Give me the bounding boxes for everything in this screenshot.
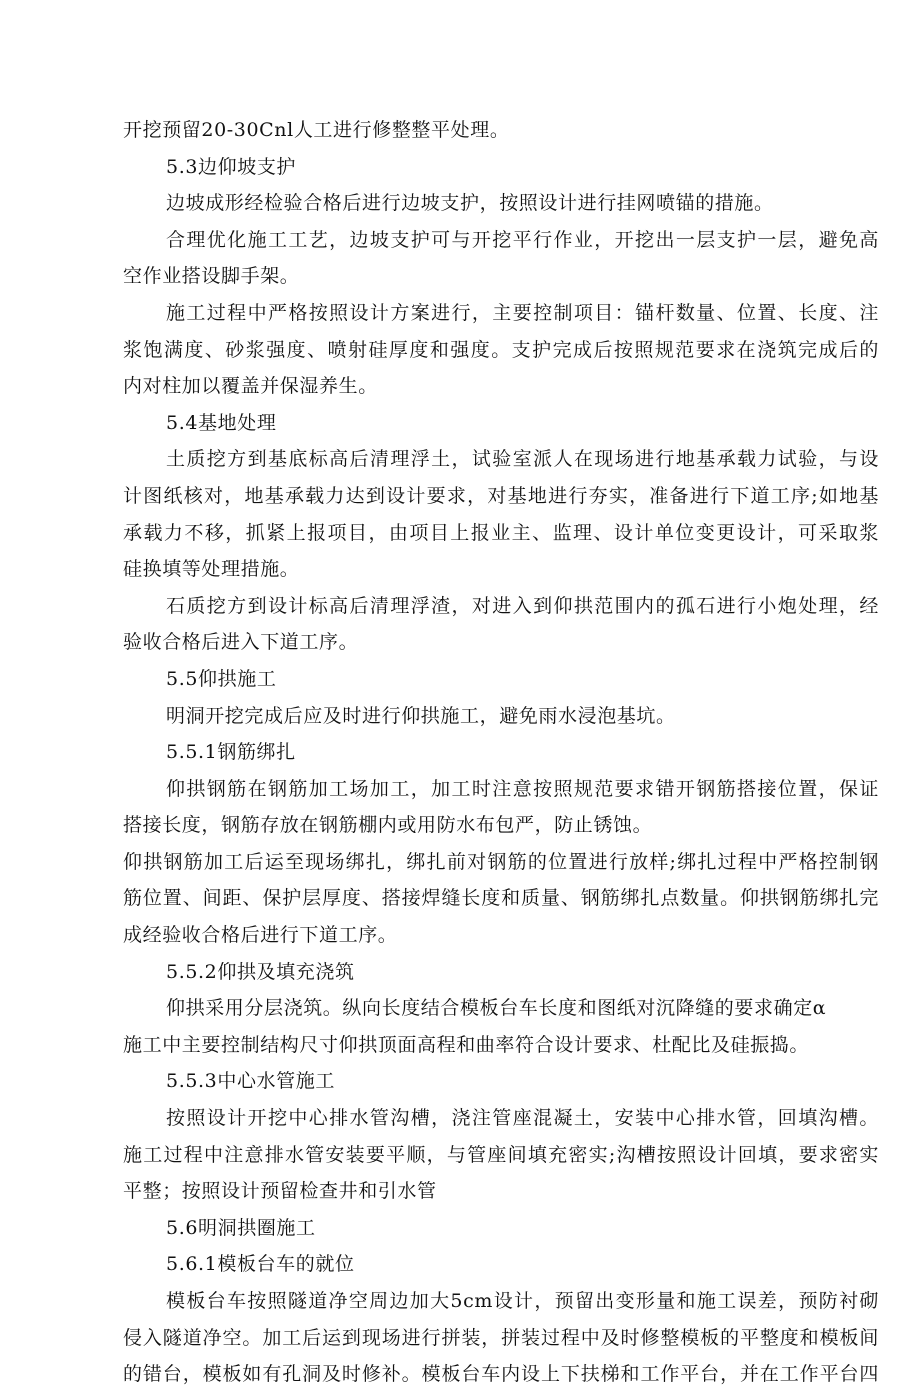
text-line: 土质挖方到基底标高后清理浮土，试验室派人在现场进行地基承载力试验，与设 bbox=[166, 448, 879, 471]
section-heading: 5.5仰拱施工 bbox=[166, 667, 277, 690]
text-line: 仰拱采用分层浇筑。纵向长度结合模板台车长度和图纸对沉降缝的要求确定α bbox=[166, 997, 827, 1020]
section-heading: 5.5.1钢筋绑扎 bbox=[166, 741, 296, 764]
text-line: 硅换填等处理措施。 bbox=[123, 558, 300, 581]
section-heading: 5.5.3中心水管施工 bbox=[166, 1070, 335, 1093]
text-line: 计图纸核对，地基承载力达到设计要求，对基地进行夯实，准备进行下道工序;如地基 bbox=[123, 484, 879, 507]
text-line: 模板台车按照隧道净空周边加大5cm设计，预留出变形量和施工误差，预防衬砌 bbox=[166, 1290, 879, 1312]
document-body bbox=[123, 112, 879, 1393]
section-heading: 5.6明洞拱圈施工 bbox=[166, 1216, 316, 1239]
text-line: 合理优化施工工艺，边坡支护可与开挖平行作业，开挖出一层支护一层，避免高 bbox=[166, 228, 879, 251]
text-line: 的错台，模板如有孔洞及时修补。模板台车内设上下扶梯和工作平台，并在工作平台四 bbox=[123, 1363, 879, 1386]
text-line: 仰拱钢筋加工后运至现场绑扎，绑扎前对钢筋的位置进行放样;绑扎过程中严格控制钢 bbox=[123, 850, 879, 873]
text-line: 按照设计开挖中心排水管沟槽，浇注管座混凝土，安装中心排水管，回填沟槽。 bbox=[166, 1107, 879, 1130]
text-line: 空作业搭设脚手架。 bbox=[123, 265, 300, 288]
text-line: 内对柱加以覆盖并保湿养生。 bbox=[123, 375, 378, 398]
text-line: 施工中主要控制结构尺寸仰拱顶面高程和曲率符合设计要求、杜配比及硅振捣。 bbox=[123, 1033, 810, 1056]
section-heading: 5.5.2仰拱及填充浇筑 bbox=[166, 960, 355, 983]
section-heading: 5.4基地处理 bbox=[166, 411, 277, 434]
text-line: 侵入隧道净空。加工后运到现场进行拼装，拼装过程中及时修整模板的平整度和模板间 bbox=[123, 1326, 879, 1349]
text-line: 浆饱满度、砂浆强度、喷射硅厚度和强度。支护完成后按照规范要求在浇筑完成后的 bbox=[123, 338, 879, 361]
section-heading: 5.3边仰坡支护 bbox=[166, 155, 297, 178]
text-line: 明洞开挖完成后应及时进行仰拱施工，避免雨水浸泡基坑。 bbox=[166, 704, 676, 727]
text-line: 筋位置、间距、保护层厚度、搭接焊缝长度和质量、钢筋绑扎点数量。仰拱钢筋绑扎完 bbox=[123, 887, 879, 910]
text-line: 仰拱钢筋在钢筋加工场加工，加工时注意按照规范要求错开钢筋搭接位置，保证 bbox=[166, 777, 879, 800]
text-line: 施工过程中注意排水管安装要平顺，与管座间填充密实;沟槽按照设计回填，要求密实 bbox=[123, 1143, 879, 1166]
text-line: 施工过程中严格按照设计方案进行，主要控制项目：锚杆数量、位置、长度、注 bbox=[166, 301, 879, 324]
text-line: 边坡成形经检验合格后进行边坡支护，按照设计进行挂网喷锚的措施。 bbox=[166, 192, 774, 215]
text-line: 平整；按照设计预留检查井和引水管 bbox=[123, 1180, 437, 1203]
text-line: 承载力不移，抓紧上报项目，由项目上报业主、监理、设计单位变更设计，可采取浆 bbox=[123, 521, 879, 544]
text-line: 搭接长度，钢筋存放在钢筋棚内或用防水布包严，防止锈蚀。 bbox=[123, 814, 653, 837]
text-line: 石质挖方到设计标高后清理浮渣，对进入到仰拱范围内的孤石进行小炮处理，经 bbox=[166, 594, 879, 617]
section-heading: 5.6.1模板台车的就位 bbox=[166, 1253, 355, 1276]
text-line: 成经验收合格后进行下道工序。 bbox=[123, 924, 398, 947]
text-line: 验收合格后进入下道工序。 bbox=[123, 631, 359, 654]
text-line: 开挖预留20-30Cnl人工进行修整整平处理。 bbox=[123, 119, 510, 141]
